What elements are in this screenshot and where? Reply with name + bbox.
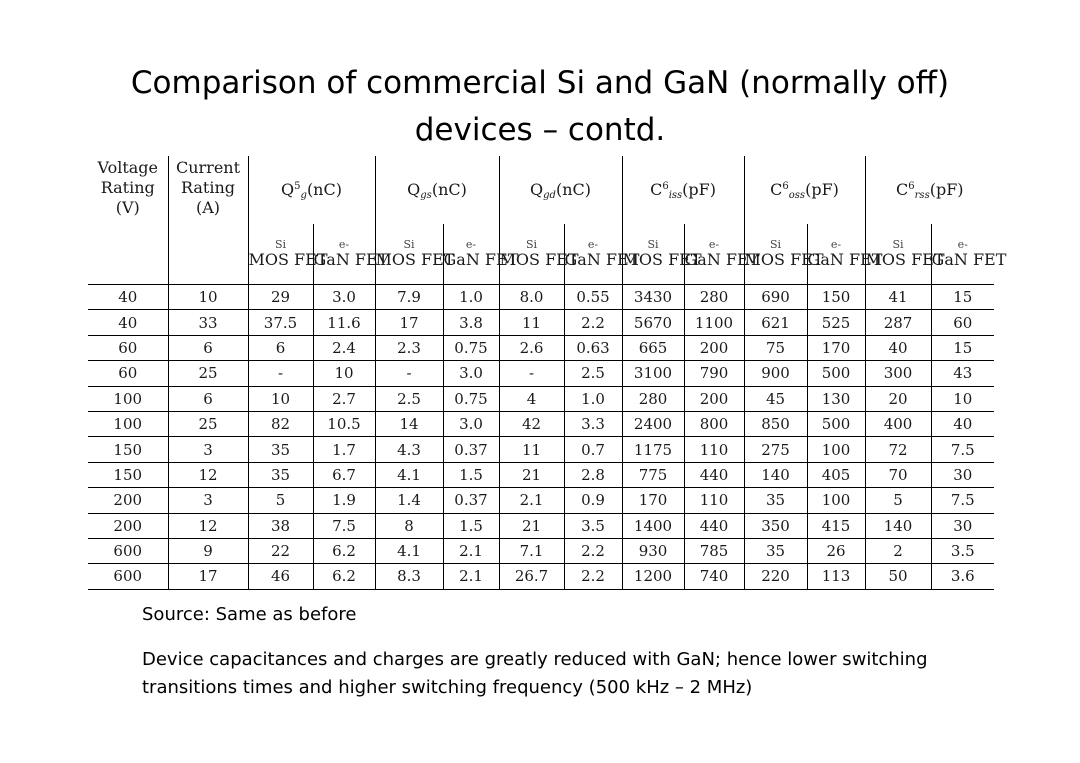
voltage-cell: 200 — [88, 488, 168, 513]
voltage-cell: 600 — [88, 538, 168, 563]
value-cell: 3.5 — [564, 513, 622, 538]
group-symbol: Q — [407, 180, 421, 199]
current-cell: 12 — [168, 513, 248, 538]
value-cell: 100 — [807, 437, 865, 462]
value-cell: 280 — [622, 386, 684, 411]
voltage-cell: 60 — [88, 335, 168, 360]
si-device-header-prefix: Si — [525, 237, 538, 251]
value-cell: 10 — [248, 386, 313, 411]
group-symbol: Q — [281, 180, 295, 199]
value-cell: 170 — [807, 335, 865, 360]
value-cell: 1.9 — [313, 488, 375, 513]
group-subscript: rss — [914, 190, 930, 201]
gan-device-header-label: GaN FET — [313, 249, 389, 269]
value-cell: 15 — [931, 335, 994, 360]
value-cell: 0.75 — [443, 386, 499, 411]
value-cell: 40 — [931, 411, 994, 436]
si-device-header — [744, 224, 824, 285]
si-device-header-label: MOS FET — [499, 249, 579, 269]
value-cell: 2.4 — [313, 335, 375, 360]
si-device-header — [375, 224, 455, 285]
si-device-header-label: MOS FET — [865, 249, 945, 269]
group-symbol: C — [896, 180, 909, 199]
group-header-qgs — [375, 156, 499, 224]
value-cell: 7.9 — [375, 285, 443, 310]
value-cell: 2400 — [622, 411, 684, 436]
value-cell: 29 — [248, 285, 313, 310]
value-cell: 4.1 — [375, 462, 443, 487]
value-cell: 2.1 — [443, 538, 499, 563]
value-cell: 60 — [931, 310, 994, 335]
value-cell: 113 — [807, 564, 865, 589]
gan-device-header-prefix: e- — [830, 237, 842, 251]
table-row — [88, 285, 994, 310]
title-line-2: devices – contd. — [414, 112, 666, 148]
value-cell: 10 — [931, 386, 994, 411]
value-cell: 140 — [865, 513, 931, 538]
voltage-cell: 150 — [88, 462, 168, 487]
value-cell: 0.63 — [564, 335, 622, 360]
value-cell: 200 — [684, 335, 744, 360]
group-unit: (pF) — [805, 180, 839, 199]
gan-device-header-prefix: e- — [338, 237, 350, 251]
group-footnote-marker: 6 — [782, 181, 789, 192]
value-cell: 11.6 — [313, 310, 375, 335]
value-cell: 7.5 — [313, 513, 375, 538]
group-subscript: gs — [420, 190, 432, 201]
current-cell: 33 — [168, 310, 248, 335]
current-cell: 17 — [168, 564, 248, 589]
gan-device-header — [564, 224, 640, 285]
current-cell: 3 — [168, 437, 248, 462]
value-cell: 22 — [248, 538, 313, 563]
value-cell: 50 — [865, 564, 931, 589]
value-cell: 38 — [248, 513, 313, 538]
group-footnote-marker: 5 — [294, 181, 301, 192]
value-cell: 0.37 — [443, 488, 499, 513]
value-cell: 0.7 — [564, 437, 622, 462]
value-cell: 500 — [807, 361, 865, 386]
value-cell: 20 — [865, 386, 931, 411]
current-cell: 25 — [168, 361, 248, 386]
value-cell: 415 — [807, 513, 865, 538]
gan-device-header — [443, 224, 519, 285]
table-row — [88, 310, 994, 335]
value-cell: 6.2 — [313, 564, 375, 589]
value-cell: 37.5 — [248, 310, 313, 335]
value-cell: 8.0 — [499, 285, 564, 310]
si-device-header — [248, 224, 328, 285]
value-cell: 930 — [622, 538, 684, 563]
value-cell: 11 — [499, 437, 564, 462]
group-header-qg — [248, 156, 375, 224]
current-rating-header: Current Rating (A) — [168, 156, 248, 285]
value-cell: 46 — [248, 564, 313, 589]
value-cell: 110 — [684, 488, 744, 513]
si-device-header-prefix: Si — [274, 237, 287, 251]
comparison-table — [88, 156, 1007, 590]
group-subscript: iss — [668, 190, 683, 201]
group-subscript: gd — [543, 190, 556, 201]
gan-device-header-label: GaN FET — [564, 249, 640, 269]
value-cell: 1.0 — [443, 285, 499, 310]
value-cell: 6 — [248, 335, 313, 360]
value-cell: 3.5 — [931, 538, 994, 563]
value-cell: 1.5 — [443, 513, 499, 538]
value-cell: 2.1 — [443, 564, 499, 589]
value-cell: 40 — [865, 335, 931, 360]
group-unit: (pF) — [929, 180, 964, 199]
value-cell: 690 — [744, 285, 807, 310]
group-subscript: oss — [788, 190, 806, 201]
table-row — [88, 437, 994, 462]
comparison-table-container — [88, 156, 1007, 590]
value-cell: 0.37 — [443, 437, 499, 462]
si-device-header-label: MOS FET — [248, 249, 328, 269]
gan-device-header-label: GaN FET — [931, 249, 1007, 269]
value-cell: 2.3 — [375, 335, 443, 360]
value-cell: 110 — [684, 437, 744, 462]
value-cell: 30 — [931, 462, 994, 487]
value-cell: 75 — [744, 335, 807, 360]
current-cell: 9 — [168, 538, 248, 563]
value-cell: 6.2 — [313, 538, 375, 563]
value-cell: 21 — [499, 513, 564, 538]
value-cell: 15 — [931, 285, 994, 310]
value-cell: 275 — [744, 437, 807, 462]
value-cell: 0.9 — [564, 488, 622, 513]
table-row — [88, 386, 994, 411]
value-cell: 405 — [807, 462, 865, 487]
table-row — [88, 361, 994, 386]
group-footnote-marker: 6 — [662, 181, 669, 192]
group-symbol: Q — [530, 180, 544, 199]
value-cell: 8.3 — [375, 564, 443, 589]
value-cell: 6.7 — [313, 462, 375, 487]
value-cell: 200 — [684, 386, 744, 411]
si-device-header — [499, 224, 579, 285]
remark-text: Device capacitances and charges are greatly reduced with GaN; hence lower switching transitions times and higher switching frequency (500 kHz – 2 MHz) — [142, 649, 928, 698]
current-cell: 10 — [168, 285, 248, 310]
gan-device-header-label: GaN FET — [684, 249, 760, 269]
group-footnote-marker: 6 — [908, 181, 915, 192]
value-cell: 100 — [807, 488, 865, 513]
value-cell: 500 — [807, 411, 865, 436]
value-cell: - — [499, 361, 564, 386]
value-cell: 3430 — [622, 285, 684, 310]
si-device-header-prefix: Si — [892, 237, 904, 251]
group-symbol: C — [770, 180, 783, 199]
si-device-header-label: MOS FET — [622, 249, 702, 269]
value-cell: 30 — [931, 513, 994, 538]
value-cell: 1100 — [684, 310, 744, 335]
si-device-header-prefix: Si — [647, 237, 659, 251]
value-cell: 525 — [807, 310, 865, 335]
voltage-cell: 40 — [88, 310, 168, 335]
gan-device-header — [684, 224, 760, 285]
gan-device-header — [807, 224, 883, 285]
header-row-groups — [88, 156, 994, 224]
value-cell: 0.75 — [443, 335, 499, 360]
value-cell: 11 — [499, 310, 564, 335]
value-cell: 4 — [499, 386, 564, 411]
value-cell: 2.5 — [564, 361, 622, 386]
table-row — [88, 538, 994, 563]
value-cell: 2.2 — [564, 564, 622, 589]
value-cell: 7.5 — [931, 437, 994, 462]
si-device-header — [622, 224, 702, 285]
value-cell: 1400 — [622, 513, 684, 538]
value-cell: 440 — [684, 462, 744, 487]
group-unit: (nC) — [431, 180, 467, 199]
value-cell: 1.0 — [564, 386, 622, 411]
si-device-header — [865, 224, 945, 285]
group-unit: (nC) — [306, 180, 342, 199]
si-device-header-prefix: Si — [770, 237, 782, 251]
value-cell: 3.0 — [443, 411, 499, 436]
current-cell: 25 — [168, 411, 248, 436]
gan-device-header-prefix: e- — [587, 237, 599, 251]
value-cell: 170 — [622, 488, 684, 513]
value-cell: - — [375, 361, 443, 386]
gan-device-header — [313, 224, 389, 285]
table-row — [88, 411, 994, 436]
gan-device-header-label: GaN FET — [807, 249, 883, 269]
value-cell: 43 — [931, 361, 994, 386]
value-cell: 42 — [499, 411, 564, 436]
value-cell: 14 — [375, 411, 443, 436]
value-cell: 26 — [807, 538, 865, 563]
value-cell: - — [248, 361, 313, 386]
value-cell: 7.1 — [499, 538, 564, 563]
value-cell: 35 — [744, 538, 807, 563]
value-cell: 10 — [313, 361, 375, 386]
voltage-cell: 200 — [88, 513, 168, 538]
value-cell: 0.55 — [564, 285, 622, 310]
source-note: Source: Same as before — [142, 604, 357, 625]
group-unit: (pF) — [682, 180, 716, 199]
current-cell: 12 — [168, 462, 248, 487]
value-cell: 3.6 — [931, 564, 994, 589]
value-cell: 300 — [865, 361, 931, 386]
table-row — [88, 488, 994, 513]
value-cell: 1.5 — [443, 462, 499, 487]
value-cell: 5670 — [622, 310, 684, 335]
value-cell: 82 — [248, 411, 313, 436]
voltage-cell: 100 — [88, 411, 168, 436]
value-cell: 665 — [622, 335, 684, 360]
voltage-cell: 150 — [88, 437, 168, 462]
table-row — [88, 513, 994, 538]
table-row — [88, 564, 994, 589]
value-cell: 17 — [375, 310, 443, 335]
value-cell: 8 — [375, 513, 443, 538]
value-cell: 2.2 — [564, 310, 622, 335]
value-cell: 3100 — [622, 361, 684, 386]
si-device-header-label: MOS FET — [375, 249, 455, 269]
value-cell: 150 — [807, 285, 865, 310]
group-subscript: g — [300, 190, 307, 201]
value-cell: 72 — [865, 437, 931, 462]
value-cell: 220 — [744, 564, 807, 589]
group-header-ciss — [622, 156, 744, 224]
value-cell: 5 — [865, 488, 931, 513]
value-cell: 740 — [684, 564, 744, 589]
value-cell: 35 — [248, 462, 313, 487]
current-cell: 6 — [168, 386, 248, 411]
group-header-coss — [744, 156, 865, 224]
voltage-cell: 60 — [88, 361, 168, 386]
value-cell: 440 — [684, 513, 744, 538]
value-cell: 1.4 — [375, 488, 443, 513]
value-cell: 2.6 — [499, 335, 564, 360]
value-cell: 790 — [684, 361, 744, 386]
value-cell: 350 — [744, 513, 807, 538]
value-cell: 2.2 — [564, 538, 622, 563]
group-header-crss — [865, 156, 994, 224]
value-cell: 785 — [684, 538, 744, 563]
value-cell: 280 — [684, 285, 744, 310]
table-body — [88, 285, 994, 590]
gan-device-header — [931, 224, 1007, 285]
value-cell: 621 — [744, 310, 807, 335]
value-cell: 2.1 — [499, 488, 564, 513]
value-cell: 3.0 — [443, 361, 499, 386]
value-cell: 287 — [865, 310, 931, 335]
voltage-cell: 40 — [88, 285, 168, 310]
value-cell: 3.0 — [313, 285, 375, 310]
value-cell: 4.3 — [375, 437, 443, 462]
slide-title — [0, 60, 1080, 154]
value-cell: 400 — [865, 411, 931, 436]
value-cell: 2.5 — [375, 386, 443, 411]
value-cell: 3.8 — [443, 310, 499, 335]
value-cell: 2.7 — [313, 386, 375, 411]
table-row — [88, 335, 994, 360]
value-cell: 140 — [744, 462, 807, 487]
si-device-header-label: MOS FET — [744, 249, 824, 269]
value-cell: 130 — [807, 386, 865, 411]
gan-device-header-label: GaN FET — [443, 249, 519, 269]
table-row — [88, 462, 994, 487]
value-cell: 21 — [499, 462, 564, 487]
current-cell: 3 — [168, 488, 248, 513]
value-cell: 2.8 — [564, 462, 622, 487]
current-cell: 6 — [168, 335, 248, 360]
value-cell: 5 — [248, 488, 313, 513]
si-device-header-prefix: Si — [403, 237, 415, 251]
value-cell: 7.5 — [931, 488, 994, 513]
gan-device-header-prefix: e- — [957, 237, 968, 251]
value-cell: 41 — [865, 285, 931, 310]
value-cell: 775 — [622, 462, 684, 487]
group-unit: (nC) — [555, 180, 591, 199]
group-symbol: C — [650, 180, 663, 199]
voltage-cell: 600 — [88, 564, 168, 589]
title-line-1: Comparison of commercial Si and GaN (normally off) — [130, 65, 950, 101]
value-cell: 800 — [684, 411, 744, 436]
value-cell: 900 — [744, 361, 807, 386]
gan-device-header-prefix: e- — [708, 237, 720, 251]
value-cell: 1.7 — [313, 437, 375, 462]
value-cell: 3.3 — [564, 411, 622, 436]
value-cell: 10.5 — [313, 411, 375, 436]
value-cell: 1175 — [622, 437, 684, 462]
value-cell: 70 — [865, 462, 931, 487]
value-cell: 26.7 — [499, 564, 564, 589]
value-cell: 35 — [744, 488, 807, 513]
value-cell: 850 — [744, 411, 807, 436]
gan-device-header-prefix: e- — [465, 237, 477, 251]
voltage-cell: 100 — [88, 386, 168, 411]
value-cell: 35 — [248, 437, 313, 462]
value-cell: 45 — [744, 386, 807, 411]
group-header-qgd — [499, 156, 622, 224]
voltage-rating-header: Voltage Rating (V) — [88, 156, 168, 285]
value-cell: 2 — [865, 538, 931, 563]
value-cell: 4.1 — [375, 538, 443, 563]
value-cell: 1200 — [622, 564, 684, 589]
